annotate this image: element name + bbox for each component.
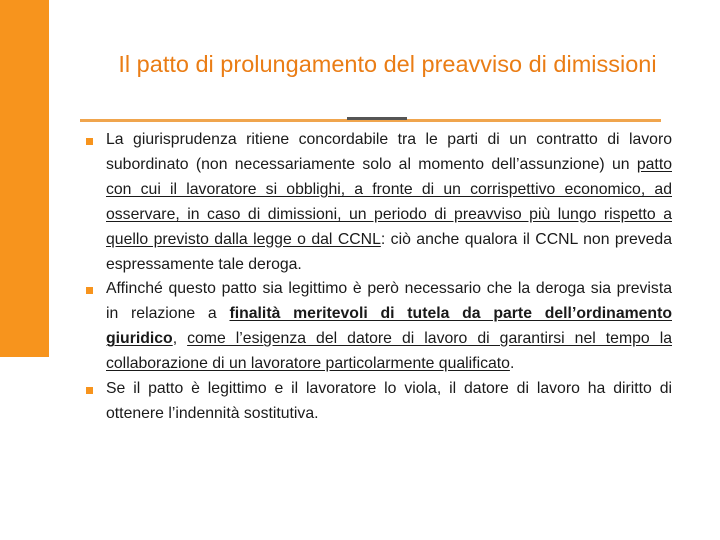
bullet-item-1 (106, 128, 672, 277)
bullet-2-comma: , (172, 330, 188, 348)
slide-title: Il patto di prolungamento del preavviso di dimissioni (118, 51, 657, 77)
bullet-1-emphasis: patto con cui il lavoratore si obblighi, a fronte di un corrispettivo economico, ad osservare, in caso di dimissioni, un periodo di preavviso più lungo rispetto a quello previsto dalla legge o dal CCNL (106, 155, 672, 248)
bullet-1-tail: : ciò anche qualora il CCNL non preveda espressamente tale deroga. (106, 230, 672, 273)
bullet-list (106, 128, 672, 427)
bullet-3-text: Se il patto è legittimo e il lavoratore lo viola, il datore di lavoro ha diritto di ottenere l’indennità sostitutiva. (106, 380, 672, 422)
bullet-square-icon (86, 387, 93, 394)
bullet-item-2 (106, 277, 672, 377)
bullet-square-icon (86, 287, 93, 294)
bullet-2-emphasis: come l’esigenza del datore di lavoro di garantirsi nel tempo la collaborazione di un lavoratore particolarmente qualificato (106, 330, 672, 373)
bullet-2-tail: . (509, 355, 515, 373)
accent-bar (0, 0, 49, 357)
bullet-square-icon (86, 138, 93, 145)
bullet-item-3 (106, 377, 672, 427)
title-underline-accent (347, 117, 407, 120)
bullet-2-text: Affinché questo patto sia legittimo è però necessario che la deroga sia prevista in relazione a (106, 280, 672, 323)
bullet-1-text: La giurisprudenza ritiene concordabile tra le parti di un contratto di lavoro subordinato (non necessariamente solo al momento dell’assunzione) un (106, 131, 672, 173)
bullet-2-emphasis-bold: finalità meritevoli di tutela da parte dell’ordinamento giuridico (106, 305, 672, 348)
